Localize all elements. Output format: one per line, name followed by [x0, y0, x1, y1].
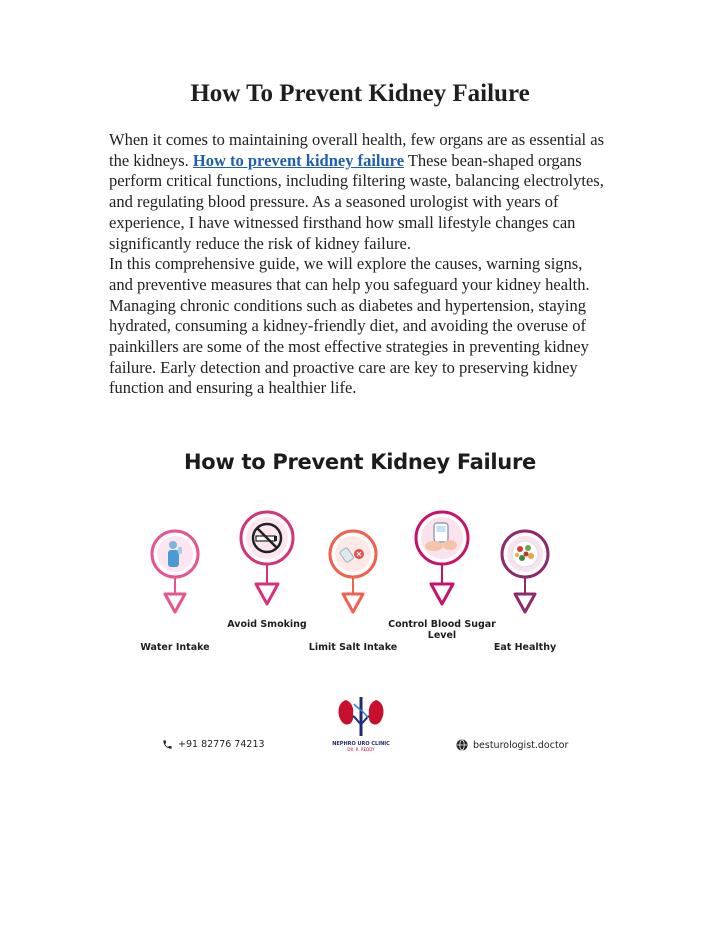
globe-icon — [456, 739, 468, 751]
infographic — [112, 436, 608, 766]
intro-text-before: When it comes to maintaining overall health, few organs are as essential as the kidneys. — [109, 130, 604, 170]
eat-healthy-pin — [500, 528, 550, 620]
guide-paragraph: In this comprehensive guide, we will explore the causes, warning signs, and preventive measures that can help you safeguard your kidney health. Managing chronic conditions such as diabetes and hypertension, staying hydrated, consuming a kidney-friendly diet, and avoiding the overuse of painkillers are some of the most effective strategies in preventing kidney failure. Early detection and proactive care are key to preserving kidney function and ensuring a healthier life. — [109, 254, 590, 398]
water-intake-label: Water Intake — [140, 642, 210, 653]
eat-healthy-label: Eat Healthy — [493, 642, 557, 653]
website-url: besturologist.doctor — [473, 739, 569, 751]
phone-number: +91 82776 74213 — [178, 739, 265, 750]
clinic-logo-subtitle: DR. R. REDDY — [347, 747, 375, 752]
blood-sugar-label: Control Blood Sugar Level — [388, 619, 496, 641]
blood-sugar-pin — [412, 508, 472, 613]
intro-paragraph — [109, 130, 609, 254]
phone-icon — [162, 739, 173, 750]
avoid-smoking-label: Avoid Smoking — [227, 619, 307, 630]
limit-salt-pin — [328, 528, 378, 620]
phone-contact — [162, 739, 265, 750]
prevent-kidney-failure-link[interactable]: How to prevent kidney failure — [192, 150, 405, 170]
healthy-food-icon — [512, 541, 538, 567]
infographic-title: How to Prevent Kidney Failure — [184, 450, 536, 474]
article-body — [109, 130, 609, 399]
limit-salt-label: Limit Salt Intake — [308, 642, 398, 653]
water-intake-pin — [150, 528, 200, 620]
avoid-smoking-pin — [237, 508, 297, 613]
website-contact — [456, 739, 568, 751]
clinic-logo-name: NEPHRO URO CLINIC — [332, 741, 390, 747]
intro-text-after: These bean-shaped organs perform critical functions, including filtering waste, balancing electrolytes, and regulating blood pressure. As a seasoned urologist with years of experience, I have witnessed firsthand how small lifestyle changes can significantly reduce the risk of kidney failure. — [109, 150, 604, 253]
clinic-logo-icon — [334, 694, 388, 740]
page-title: How To Prevent Kidney Failure — [190, 80, 530, 107]
